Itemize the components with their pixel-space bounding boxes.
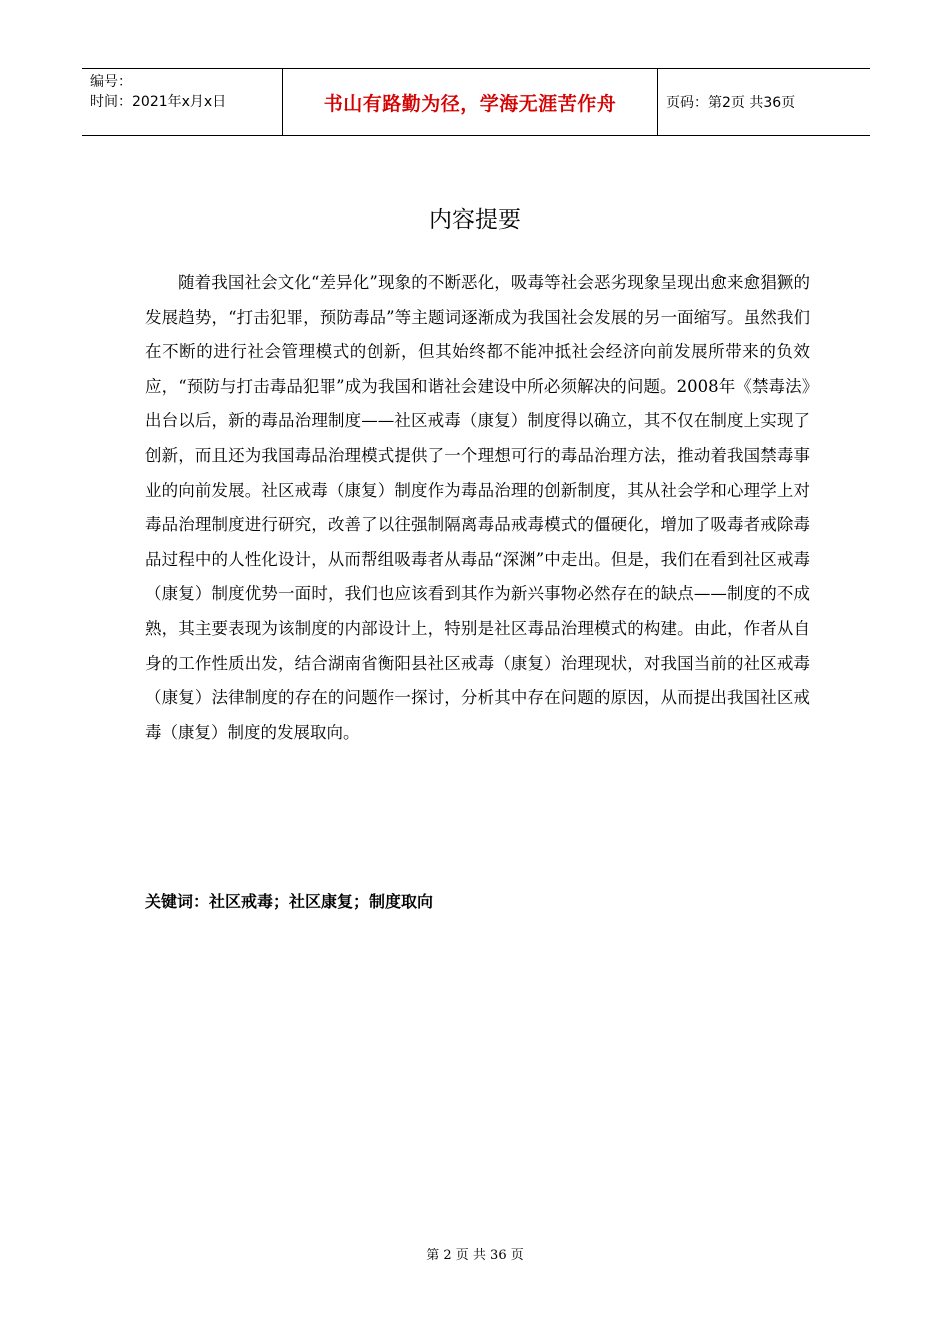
page-footer: 第 2 页 共 36 页 xyxy=(426,1248,524,1263)
header-meta-cell xyxy=(82,69,282,135)
date-label: 时间：2021年x月x日 xyxy=(90,94,227,110)
motto-text: 书山有路勤为径，学海无涯苦作舟 xyxy=(323,92,617,115)
abstract-paragraph: 随着我国社会文化“差异化”现象的不断恶化，吸毒等社会恶劣现象呈现出愈来愈猖獗的发展趋势，“打击犯罪，预防毒品”等主题词逐渐成为我国社会发展的另一面缩写。虽然我们在不断的进行社会管理模式的创新，但其始终都不能冲抵社会经济向前发展所带来的负效应，“预防与打击毒品犯罪”成为我国和谐社会建设中所必须解决的问题。2008年《禁毒法》出台以后，新的毒品治理制度——社区戒毒（康复）制度得以确立，其不仅在制度上实现了创新，而且还为我国毒品治理模式提供了一个理想可行的毒品治理方法，推动着我国禁毒事业的向前发展。社区戒毒（康复）制度作为毒品治理的创新制度，其从社会学和心理学上对毒品治理制度进行研究，改善了以往强制隔离毒品戒毒模式的僵硬化，增加了吸毒者戒除毒品过程中的人性化设计，从而帮组吸毒者从毒品“深渊”中走出。但是，我们在看到社区戒毒（康复）制度优势一面时，我们也应该看到其作为新兴事物必然存在的缺点——制度的不成熟，其主要表现为该制度的内部设计上，特别是社区毒品治理模式的构建。由此，作者从自身的工作性质出发，结合湖南省衡阳县社区戒毒（康复）治理现状，对我国当前的社区戒毒（康复）法律制度的存在的问题作一探讨，分析其中存在问题的原因，从而提出我国社区戒毒（康复）制度的发展取向。 xyxy=(145,273,810,742)
document-title: 内容提要 xyxy=(429,207,521,233)
keywords-line: 关键词：社区戒毒；社区康复；制度取向 xyxy=(145,892,434,911)
header-motto-cell xyxy=(282,69,658,135)
header-page-info: 页码：第2页 共36页 xyxy=(666,95,796,111)
page-header xyxy=(82,68,870,136)
header-page-cell xyxy=(658,69,870,135)
serial-number-label: 编号： xyxy=(90,74,132,90)
